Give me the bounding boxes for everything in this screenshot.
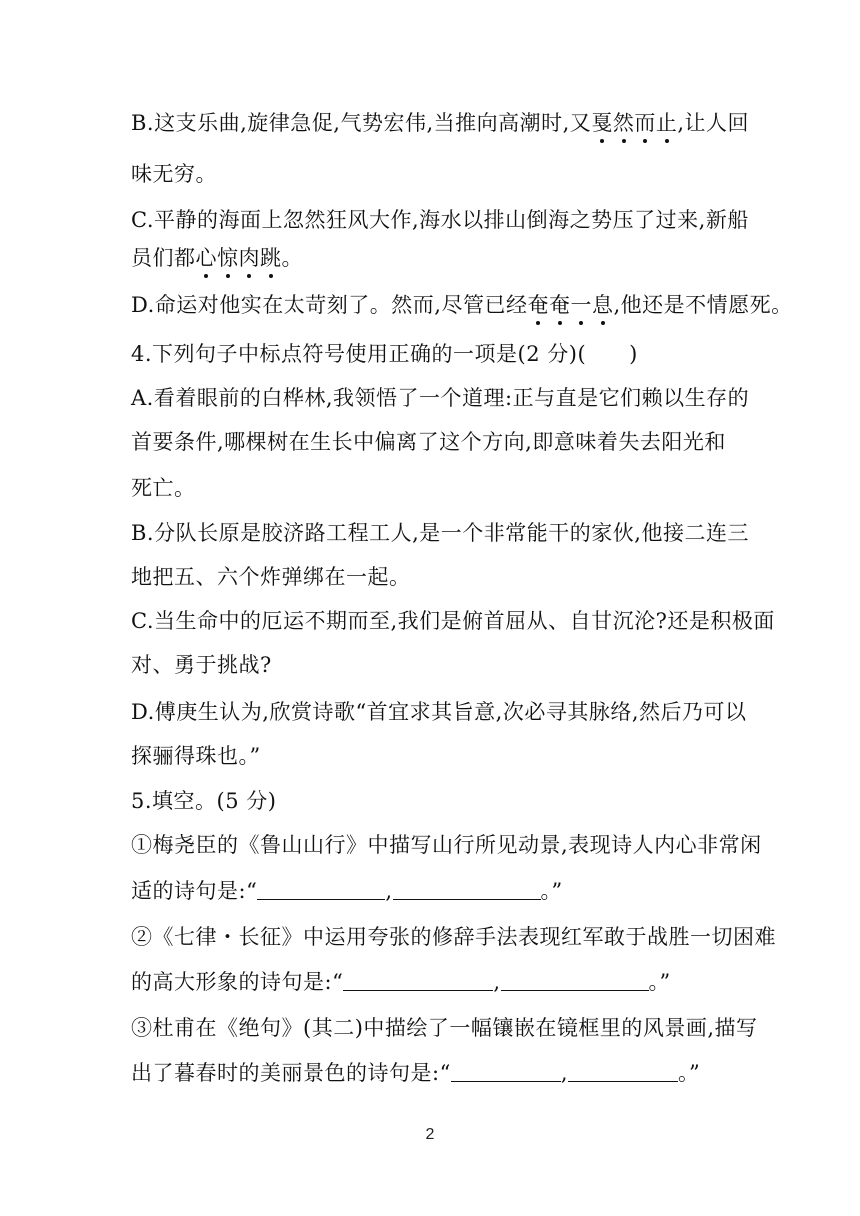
q4-option-d-line-2: 探骊得珠也。” bbox=[131, 744, 261, 768]
answer-blank[interactable] bbox=[568, 1061, 678, 1082]
blank-separator: , bbox=[385, 879, 393, 903]
emphasis-char: 跳 bbox=[260, 243, 282, 273]
emphasis-char: 止 bbox=[656, 108, 678, 138]
q3-option-c-line-2 bbox=[131, 243, 303, 273]
closing-punctuation: 。” bbox=[540, 879, 563, 903]
q4-stem: 4.下列句子中标点符号使用正确的一项是(2 分)( ) bbox=[131, 342, 638, 366]
q4-option-b-line-2: 地把五、六个炸弹绑在一起。 bbox=[131, 565, 411, 589]
q4-option-a-line-2: 首要条件,哪棵树在生长中偏离了这个方向,即意味着失去阳光和 bbox=[131, 430, 726, 454]
emphasis-char: 息 bbox=[592, 290, 614, 320]
q5-item-3-prompt: 出了暮春时的美丽景色的诗句是:“ bbox=[131, 1061, 451, 1085]
q3-option-b-text-end: ,让人回 bbox=[677, 111, 749, 135]
closing-punctuation: 。” bbox=[678, 1061, 701, 1085]
q3-option-b-text-start: B.这支乐曲,旋律急促,气势宏伟,当推向高潮时,又 bbox=[131, 111, 592, 135]
q4-option-c-line-1: C.当生命中的厄运不期而至,我们是俯首屈从、自甘沉沦?还是积极面 bbox=[131, 609, 775, 633]
q4-option-b-line-1: B.分队长原是胶济路工程工人,是一个非常能干的家伙,他接二连三 bbox=[131, 521, 749, 545]
blank-separator: , bbox=[560, 1061, 568, 1085]
page-number: 2 bbox=[425, 1126, 435, 1143]
emphasis-char: 然 bbox=[613, 108, 635, 138]
emphasis-char: 惊 bbox=[217, 243, 239, 273]
q5-item-3-line-2 bbox=[131, 1058, 700, 1088]
q5-stem: 5.填空。(5 分) bbox=[131, 789, 277, 813]
emphasis-char: 奄 bbox=[527, 290, 549, 320]
emphasis-char: 戛 bbox=[591, 108, 613, 138]
q5-item-1-prompt: 适的诗句是:“ bbox=[131, 879, 258, 903]
emphasis-char: 而 bbox=[634, 108, 656, 138]
q3-option-c-line-1: C.平静的海面上忽然狂风大作,海水以排山倒海之势压了过来,新船 bbox=[131, 208, 749, 232]
q5-item-2-prompt: 的高大形象的诗句是:“ bbox=[131, 970, 344, 994]
q5-item-2-line-1: ②《七律・长征》中运用夸张的修辞手法表现红军敢于战胜一切困难 bbox=[131, 925, 776, 949]
answer-blank[interactable] bbox=[451, 1061, 561, 1082]
q3-option-d bbox=[131, 290, 793, 320]
blank-separator: , bbox=[493, 970, 501, 994]
q3-option-b-line-1 bbox=[131, 108, 749, 138]
answer-blank[interactable] bbox=[501, 970, 649, 991]
emphasis-char: 心 bbox=[196, 243, 218, 273]
q4-option-c-line-2: 对、勇于挑战? bbox=[131, 653, 272, 677]
answer-blank[interactable] bbox=[393, 879, 541, 900]
emphasis-char: 奄 bbox=[549, 290, 571, 320]
q4-option-a-line-3: 死亡。 bbox=[131, 476, 196, 500]
q5-item-1-line-2 bbox=[131, 876, 563, 906]
answer-blank[interactable] bbox=[257, 879, 385, 900]
answer-blank[interactable] bbox=[343, 970, 493, 991]
q5-item-2-line-2 bbox=[131, 967, 671, 997]
q3-option-d-text-start: D.命运对他实在太苛刻了。然而,尽管已经 bbox=[131, 293, 528, 317]
q3-option-c-text-start: 员们都 bbox=[131, 246, 196, 270]
q4-option-a-line-1: A.看着眼前的白桦林,我领悟了一个道理:正与直是它们赖以生存的 bbox=[131, 386, 750, 410]
emphasis-char: 一 bbox=[570, 290, 592, 320]
q3-option-c-text-end: 。 bbox=[281, 246, 303, 270]
q5-item-1-line-1: ①梅尧臣的《鲁山山行》中描写山行所见动景,表现诗人内心非常闲 bbox=[131, 833, 762, 857]
q4-option-d-line-1: D.傅庚生认为,欣赏诗歌“首宜求其旨意,次必寻其脉络,然后乃可以 bbox=[131, 700, 747, 724]
emphasis-char: 肉 bbox=[239, 243, 261, 273]
closing-punctuation: 。” bbox=[648, 970, 671, 994]
q5-item-3-line-1: ③杜甫在《绝句》(其二)中描绘了一幅镶嵌在镜框里的风景画,描写 bbox=[131, 1016, 758, 1040]
q3-option-d-text-end: ,他还是不情愿死。 bbox=[613, 293, 793, 317]
q3-option-b-line-2: 味无穷。 bbox=[131, 162, 217, 186]
